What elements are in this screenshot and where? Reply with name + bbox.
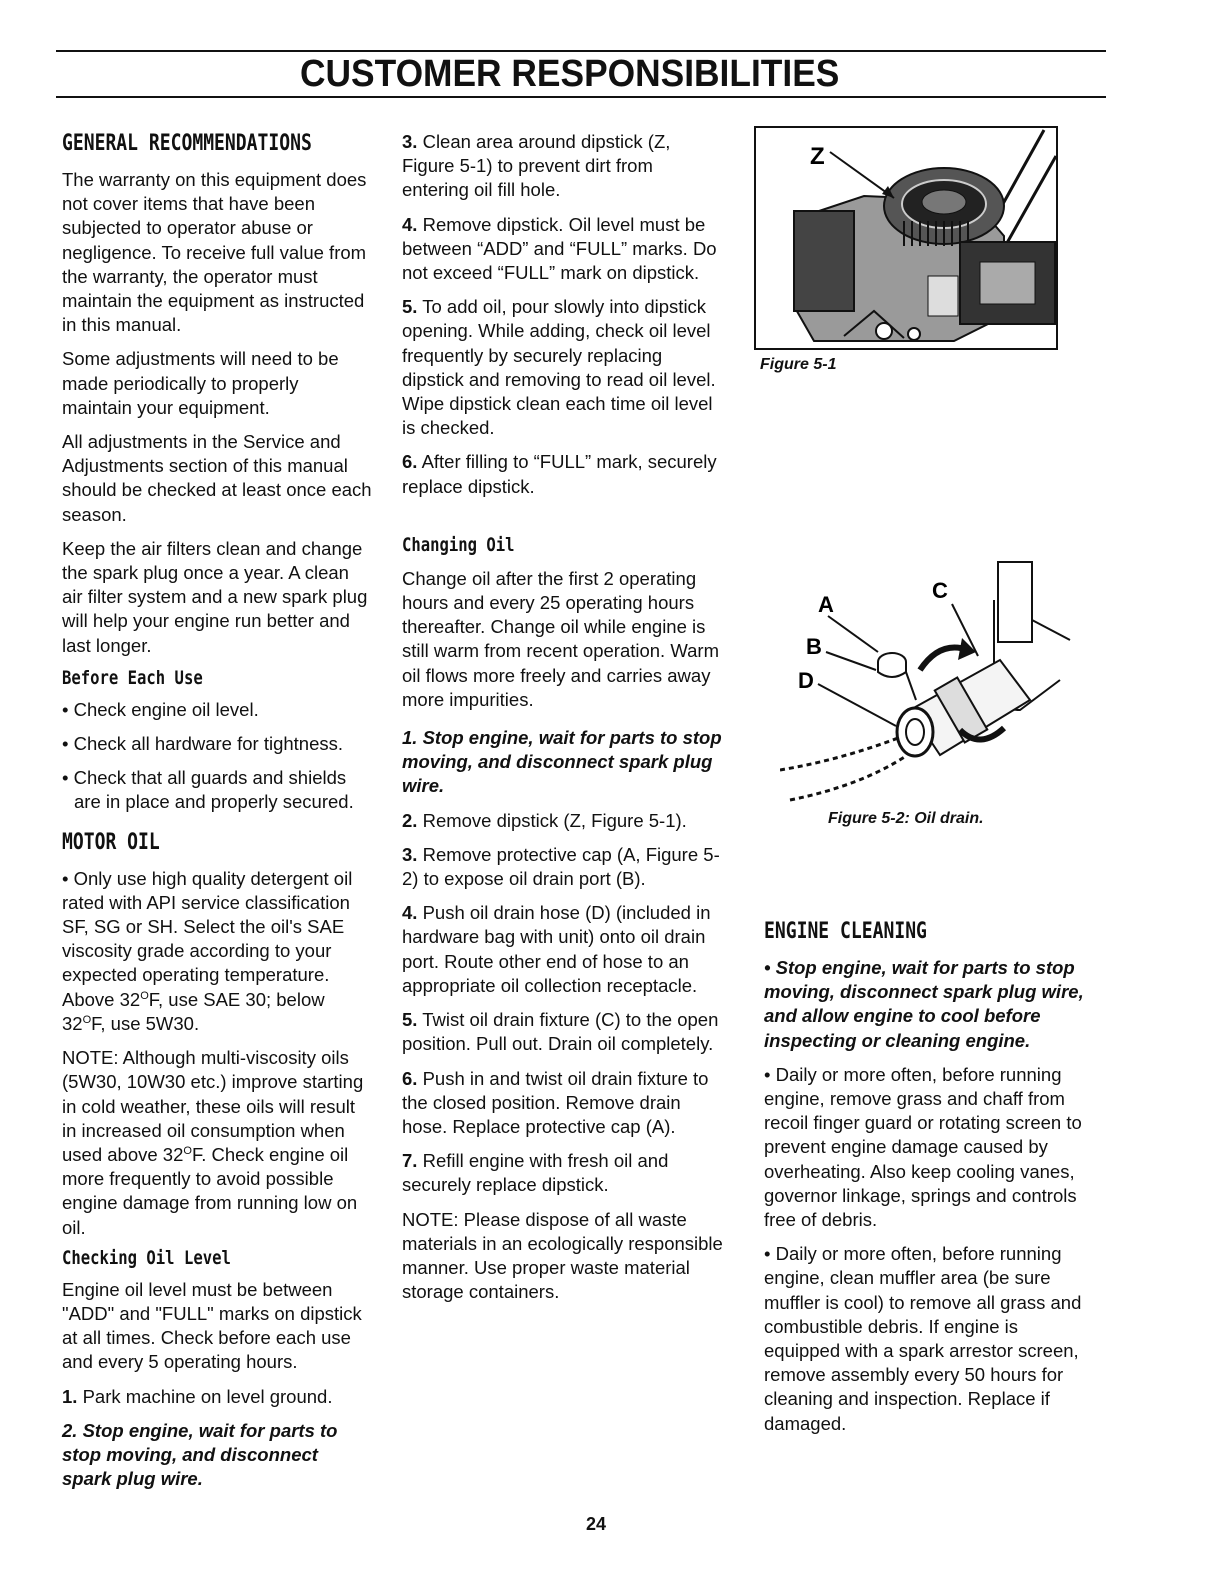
general-paragraph: All adjustments in the Service and Adjustments section of this manual should be checked at least once each season.	[62, 431, 372, 525]
column-right	[764, 918, 1084, 1446]
step-item: 3. Remove protective cap (A, Figure 5-2) to expose oil drain port (B).	[402, 843, 720, 890]
step-item: 4. Remove dipstick. Oil level must be between “ADD” and “FULL” marks. Do not exceed “FULL” mark on dipstick.	[402, 213, 717, 284]
engine-cleaning-warning: • Stop engine, wait for parts to stop moving, disconnect spark plug wire, and allow engine to cool before inspecting or cleaning engine.	[764, 957, 1084, 1051]
general-paragraph: The warranty on this equipment does not cover items that have been subjected to operator abuse or negligence. To receive full value from the warranty, the operator must maintain the equipment as instructed in this manual.	[62, 169, 367, 336]
column-middle	[402, 130, 724, 1314]
oil-drain-illustration	[780, 560, 1080, 810]
figure-label-z: Z	[810, 143, 825, 170]
figure-5-2-caption: Figure 5-2: Oil drain.	[828, 810, 984, 827]
column-left	[62, 130, 372, 1501]
step-item: 7. Refill engine with fresh oil and securely replace dipstick.	[402, 1150, 669, 1196]
engine-cleaning-paragraph: • Daily or more often, before running engine, remove grass and chaff from recoil finger guard or rotating screen to prevent engine damage caused by overheating. Also keep cooling vanes, governor linkage, springs and controls free of debris.	[764, 1063, 1082, 1231]
step-item: 1. Park machine on level ground.	[62, 1385, 333, 1407]
step-item: 3. Clean area around dipstick (Z, Figure 5-1) to prevent dirt from entering oil fill hole.	[402, 131, 671, 201]
motor-oil-paragraph: • Only use high quality detergent oil rated with API service classification SF, SG or SH. Select the oil's SAE viscosity grade according to your expected operating temperature. Above $32^OF$, use SAE 30; below $32^OF$, use 5W30.	[62, 867, 353, 1034]
page-number: 24	[586, 1514, 607, 1534]
figure-5-2	[780, 560, 1080, 810]
motor-oil-note: NOTE: Although multi-viscosity oils (5W30, 10W30 etc.) improve starting in cold weather, these oils will result in increased oil consumption when used above $32^OF$. Check engine oil more frequently to avoid possible engine damage from running low on oil.	[62, 1047, 364, 1238]
step-item: 4. Push oil drain hose (D) (included in hardware bag with unit) onto oil drain port. Route other end of hose to an appropriate oil collection receptacle.	[402, 902, 711, 996]
figure-5-1	[754, 126, 1058, 350]
list-item: • Check all hardware for tightness.	[62, 733, 344, 755]
figure-label-b: B	[806, 634, 822, 659]
header-rule-bottom	[56, 96, 1106, 98]
step-item: 5. To add oil, pour slowly into dipstick opening. While adding, check oil level frequently by securely replacing dipstick and removing to read oil level. Wipe dipstick clean each time oil level is checked.	[402, 296, 716, 439]
engine-cleaning-paragraph: • Daily or more often, before running engine, clean muffler area (be sure muffler is cool) to remove all grass and combustible debris. If engine is equipped with a spark arrestor screen, remove assembly every 50 hours for cleaning and inspection. Replace if damaged.	[764, 1243, 1082, 1434]
changing-oil-paragraph: Change oil after the first 2 operating hours and every 25 operating hours thereafter. Change oil while engine is still warm from recent operation. Warm oil flows more freely and carries away more impurities.	[402, 567, 719, 710]
step-item: 6. Push in and twist oil drain fixture to the closed position. Remove drain hose. Replace protective cap (A).	[402, 1067, 709, 1137]
motor-oil-heading: MOTOR OIL	[62, 829, 160, 855]
engine-cleaning-heading: ENGINE CLEANING	[764, 919, 927, 944]
figure-label-c: C	[932, 578, 948, 603]
step-item: 2. Remove dipstick (Z, Figure 5-1).	[402, 809, 687, 831]
general-recommendations-heading: GENERAL RECOMMENDATIONS	[62, 131, 312, 156]
figure-5-1-caption: Figure 5-1	[760, 356, 837, 373]
before-each-use-heading: Before Each Use	[62, 666, 203, 689]
figure-label-d: D	[798, 668, 814, 693]
step-item: 5. Twist oil drain fixture (C) to the open position. Pull out. Drain oil completely.	[402, 1009, 719, 1055]
engine-illustration	[754, 126, 1058, 350]
page-title: CUSTOMER RESPONSIBILITIES	[300, 53, 840, 95]
step-item: 6. After filling to “FULL” mark, securely replace dipstick.	[402, 451, 717, 497]
disposal-note: NOTE: Please dispose of all waste materials in an ecologically responsible manner. Use proper waste material storage containers.	[402, 1208, 723, 1303]
general-paragraph: Keep the air filters clean and change the spark plug once a year. A clean air filter system and a new spark plug will help your engine run better and last longer.	[62, 537, 368, 656]
list-item: • Check engine oil level.	[62, 698, 259, 720]
figure-label-a: A	[818, 592, 834, 617]
list-item: • Check that all guards and shields are in place and properly secured.	[62, 767, 354, 813]
checking-oil-paragraph: Engine oil level must be between "ADD" and "FULL" marks on dipstick at all times. Check before each use and every 5 operating hours.	[62, 1278, 362, 1373]
step-item-warning: 2. Stop engine, wait for parts to stop moving, and disconnect spark plug wire.	[62, 1419, 338, 1490]
step-item-warning: 1. Stop engine, wait for parts to stop moving, and disconnect spark plug wire.	[402, 727, 722, 797]
checking-oil-level-heading: Checking Oil Level	[62, 1246, 231, 1269]
general-paragraph: Some adjustments will need to be made periodically to properly maintain your equipment.	[62, 348, 339, 418]
changing-oil-heading: Changing Oil	[402, 533, 515, 556]
